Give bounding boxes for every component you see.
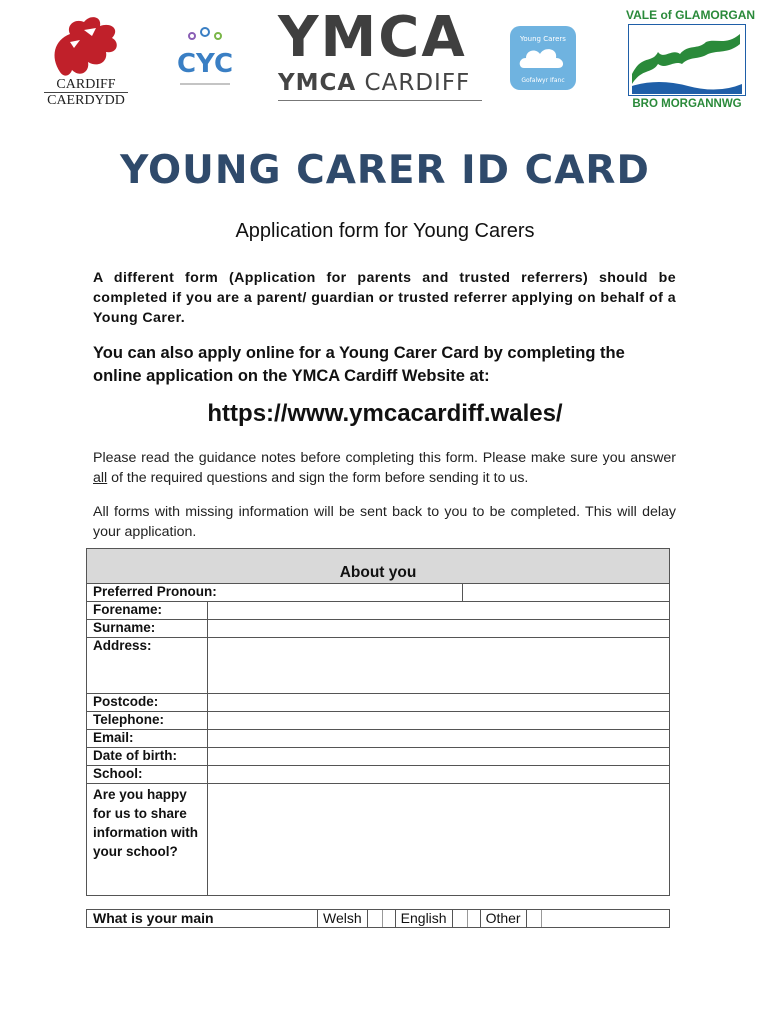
forename-field[interactable] [208, 602, 669, 619]
language-option-welsh: Welsh [318, 910, 368, 927]
young-carers-cloud-icon [510, 26, 576, 90]
english-checkbox-pad [468, 910, 481, 927]
school-label: School: [87, 766, 208, 783]
share-consent-field[interactable] [208, 784, 669, 895]
surname-label: Surname: [87, 620, 208, 637]
guidance-notice: Please read the guidance notes before completing this form. Please make sure you answer all of the required questions and sign the form before sending it to us. [93, 450, 676, 486]
address-field[interactable] [208, 638, 669, 693]
ymca-cardiff-subtitle: YMCA CARDIFF [278, 70, 471, 96]
surname-field[interactable] [208, 620, 669, 637]
forename-label: Forename: [87, 602, 208, 619]
caerdydd-text: CAERDYDD [47, 93, 125, 108]
missing-info-notice: All forms with missing information will be sent back to you to be completed. This will delay your application. [93, 504, 676, 540]
ymca-website-link[interactable]: https://www.ymcacardiff.wales/ [207, 400, 563, 427]
address-row [87, 638, 669, 694]
online-application-notice: You can also apply online for a Young Carer Card by completing the online application on the YMCA Cardiff Website at: [93, 344, 625, 385]
vale-of-glamorgan-text: VALE of GLAMORGAN [626, 8, 756, 22]
about-you-header: About you [87, 549, 669, 584]
postcode-row [87, 694, 669, 712]
dob-field[interactable] [208, 748, 669, 765]
bro-morgannwg-text: BRO MORGANNWG [632, 98, 742, 110]
cardiff-text: CARDIFF [56, 77, 116, 92]
young-carers-logo [510, 26, 576, 90]
cyc-text: CYC [176, 49, 234, 79]
welsh-dragon-icon [40, 12, 132, 82]
gofalwyr-ifanc-text: Gofalwyr Ifanc [521, 77, 565, 84]
share-consent-row [87, 784, 669, 895]
postcode-label: Postcode: [87, 694, 208, 711]
ymca-wordmark: YMCA [278, 5, 467, 70]
address-label: Address: [87, 638, 208, 693]
dob-label: Date of birth: [87, 748, 208, 765]
vale-of-glamorgan-logo [626, 8, 756, 112]
school-field[interactable] [208, 766, 669, 783]
email-field[interactable] [208, 730, 669, 747]
welsh-checkbox-pad [383, 910, 396, 927]
main-language-question: What is your main [87, 910, 318, 927]
about-you-table [86, 548, 670, 896]
cyc-logo [170, 22, 240, 92]
english-checkbox[interactable] [453, 910, 468, 927]
telephone-field[interactable] [208, 712, 669, 729]
share-consent-label: Are you happy for us to share information with your school? [87, 784, 208, 895]
young-carers-text: Young Carers [520, 35, 566, 43]
cardiff-council-logo [40, 12, 132, 108]
cyc-emblem-icon [170, 22, 240, 92]
pronoun-field[interactable] [463, 584, 669, 601]
language-option-other: Other [481, 910, 527, 927]
forename-row [87, 602, 669, 620]
postcode-field[interactable] [208, 694, 669, 711]
telephone-label: Telephone: [87, 712, 208, 729]
other-checkbox[interactable] [527, 910, 542, 927]
school-row [87, 766, 669, 784]
surname-row [87, 620, 669, 638]
form-subtitle: Application form for Young Carers [235, 220, 535, 242]
parent-form-notice: A different form (Application for parents and trusted referrers) should be completed if you are a parent/ guardian or trusted referrer applying on behalf of a Young Carer. [93, 270, 676, 326]
language-option-english: English [396, 910, 453, 927]
welsh-checkbox[interactable] [368, 910, 383, 927]
coastline-icon [628, 24, 746, 96]
email-label: Email: [87, 730, 208, 747]
dob-row [87, 748, 669, 766]
main-language-row [86, 909, 670, 928]
telephone-row [87, 712, 669, 730]
email-row [87, 730, 669, 748]
page-title: YOUNG CARER ID CARD [120, 148, 650, 193]
pronoun-row [87, 584, 669, 602]
ymca-cardiff-logo [278, 5, 484, 104]
pronoun-label: Preferred Pronoun: [87, 584, 463, 601]
